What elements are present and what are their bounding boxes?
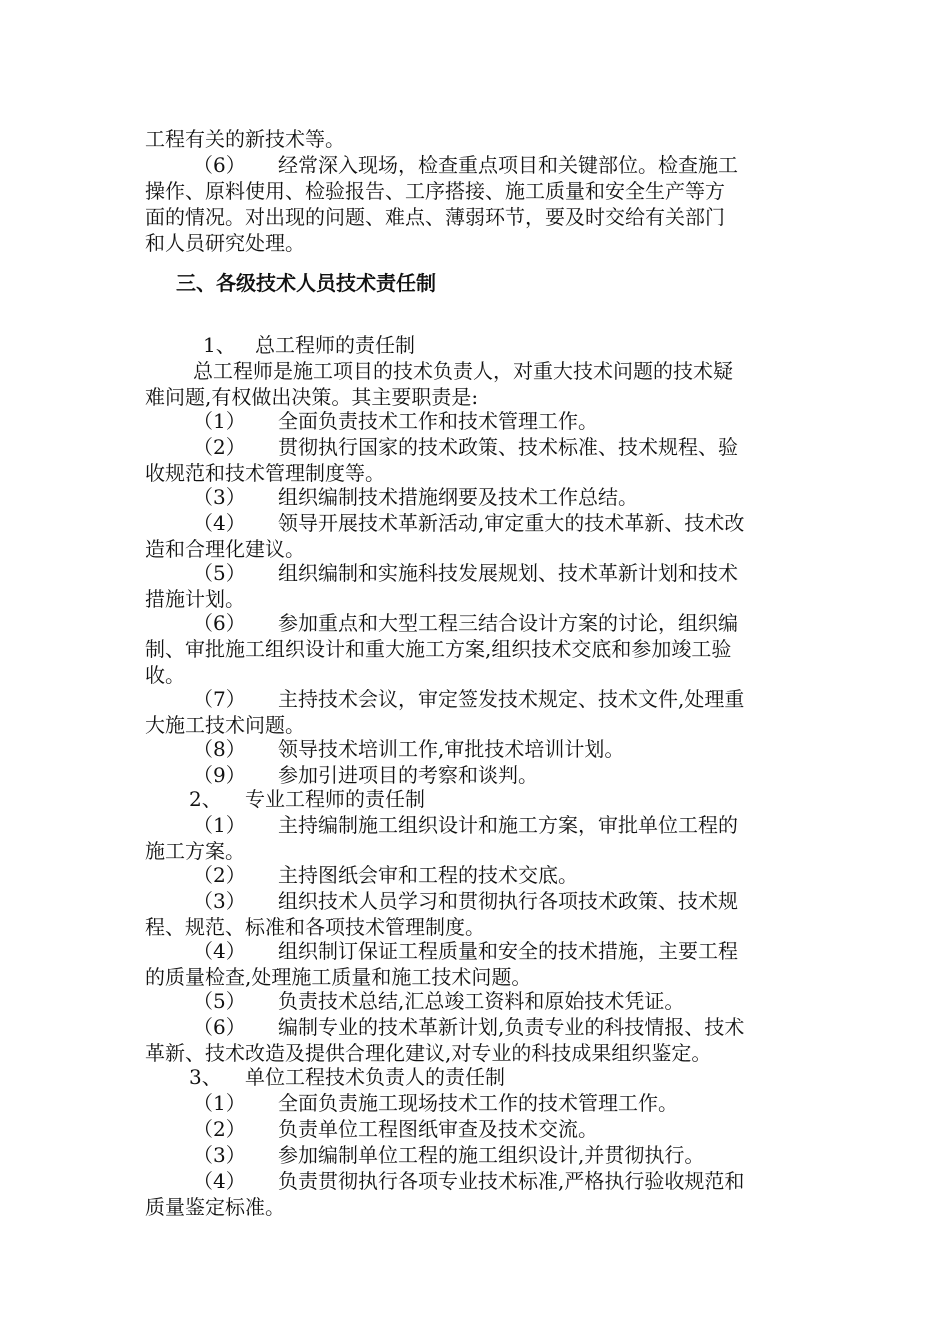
item-text: 贯彻执行国家的技术政策、技术标准、技术规程、验: [278, 435, 738, 459]
item-text: 全面负责施工现场技术工作的技术管理工作。: [278, 1091, 678, 1115]
list-item: [145, 888, 853, 914]
item-number: （3）: [193, 485, 246, 509]
list-item: [145, 560, 853, 586]
item-number: （2）: [193, 435, 246, 459]
item-text: 组织技术人员学习和贯彻执行各项技术政策、技术规: [278, 889, 738, 913]
item-number: （4）: [193, 1169, 246, 1193]
item-number: （1）: [193, 813, 246, 837]
item-number: （4）: [193, 939, 246, 963]
item-text: 主持技术会议，审定签发技术规定、技术文件,处理重: [278, 687, 745, 711]
list-item: [145, 1090, 853, 1116]
subsection-number: 1、: [203, 333, 236, 357]
item-number: （5）: [193, 561, 246, 585]
item-text: 组织制订保证工程质量和安全的技术措施，主要工程: [278, 939, 738, 963]
list-item-cont: 程、规范、标准和各项技术管理制度。: [145, 915, 485, 939]
list-item-cont: 制、审批施工组织设计和重大施工方案,组织技术交底和参加竣工验: [145, 637, 732, 661]
item-number: （6）: [193, 153, 246, 177]
list-item-cont: 大施工技术问题。: [145, 713, 305, 737]
item-number: （4）: [193, 511, 246, 535]
subsection-title: 单位工程技术负责人的责任制: [245, 1065, 505, 1089]
item-text: 负责技术总结,汇总竣工资料和原始技术凭证。: [278, 989, 685, 1013]
list-item: [145, 408, 853, 434]
item-text: 参加编制单位工程的施工组织设计,并贯彻执行。: [278, 1143, 705, 1167]
item-text: 领导开展技术革新活动,审定重大的技术革新、技术改: [278, 511, 745, 535]
item-text: 负责单位工程图纸审查及技术交流。: [278, 1117, 598, 1141]
list-item-cont: 收规范和技术管理制度等。: [145, 461, 385, 485]
list-item: [145, 862, 853, 888]
intro-item-6-cont: 和人员研究处理。: [145, 231, 305, 255]
item-number: （3）: [193, 889, 246, 913]
intro-line: 工程有关的新技术等。: [145, 127, 345, 151]
item-text: 编制专业的技术革新计划,负责专业的科技情报、技术: [278, 1015, 745, 1039]
list-item-cont: 收。: [145, 663, 185, 687]
list-item: [145, 988, 853, 1014]
item-number: （1）: [193, 1091, 246, 1115]
list-item: [145, 610, 853, 636]
list-item: [145, 1116, 853, 1142]
subsection-1-heading: [145, 332, 863, 358]
item-text: 负责贯彻执行各项专业技术标准,严格执行验收规范和: [278, 1169, 745, 1193]
item-number: （2）: [193, 863, 246, 887]
item-text: 经常深入现场，检查重点项目和关键部位。检查施工: [278, 153, 738, 177]
subsection-number: 2、: [189, 787, 222, 811]
list-item-cont: 造和合理化建议。: [145, 537, 305, 561]
item-number: （1）: [193, 409, 246, 433]
list-item: [145, 1142, 853, 1168]
item-number: （5）: [193, 989, 246, 1013]
item-text: 主持图纸会审和工程的技术交底。: [278, 863, 578, 887]
list-item: [145, 510, 853, 536]
list-item: [145, 1168, 853, 1194]
item-number: （6）: [193, 611, 246, 635]
subsection-title: 专业工程师的责任制: [245, 787, 425, 811]
item-text: 主持编制施工组织设计和施工方案，审批单位工程的: [278, 813, 738, 837]
item-number: （8）: [193, 737, 246, 761]
item-number: （6）: [193, 1015, 246, 1039]
subsection-3-heading: [145, 1064, 849, 1090]
section-title: 三、各级技术人员技术责任制: [176, 271, 436, 295]
paragraph-line: 难问题,有权做出决策。其主要职责是:: [145, 385, 479, 409]
list-item-cont: 革新、技术改造及提供合理化建议,对专业的科技成果组织鉴定。: [145, 1041, 712, 1065]
paragraph-line: 总工程师是施工项目的技术负责人，对重大技术问题的技术疑: [193, 359, 733, 383]
intro-item-6: [145, 152, 853, 178]
item-number: （7）: [193, 687, 246, 711]
item-number: （9）: [193, 763, 246, 787]
item-text: 参加重点和大型工程三结合设计方案的讨论，组织编: [278, 611, 738, 635]
intro-item-6-cont: 操作、原料使用、检验报告、工序搭接、施工质量和安全生产等方: [145, 179, 725, 203]
subsection-number: 3、: [189, 1065, 222, 1089]
item-text: 全面负责技术工作和技术管理工作。: [278, 409, 598, 433]
item-text: 组织编制和实施科技发展规划、技术革新计划和技术: [278, 561, 738, 585]
subsection-title: 总工程师的责任制: [255, 333, 415, 357]
list-item-cont: 措施计划。: [145, 587, 245, 611]
list-item: [145, 434, 853, 460]
item-number: （3）: [193, 1143, 246, 1167]
item-text: 参加引进项目的考察和谈判。: [278, 763, 538, 787]
list-item: [145, 812, 853, 838]
item-text: 组织编制技术措施纲要及技术工作总结。: [278, 485, 638, 509]
list-item: [145, 1014, 853, 1040]
list-item-cont: 施工方案。: [145, 839, 245, 863]
list-item: [145, 938, 853, 964]
list-item-cont: 质量鉴定标准。: [145, 1195, 285, 1219]
list-item: [145, 484, 853, 510]
list-item: [145, 686, 853, 712]
list-item: [145, 736, 853, 762]
list-item: [145, 762, 853, 788]
list-item-cont: 的质量检查,处理施工质量和施工技术问题。: [145, 965, 532, 989]
item-number: （2）: [193, 1117, 246, 1141]
subsection-2-heading: [145, 786, 849, 812]
item-text: 领导技术培训工作,审批技术培训计划。: [278, 737, 625, 761]
intro-item-6-cont: 面的情况。对出现的问题、难点、薄弱环节，要及时交给有关部门: [145, 205, 725, 229]
